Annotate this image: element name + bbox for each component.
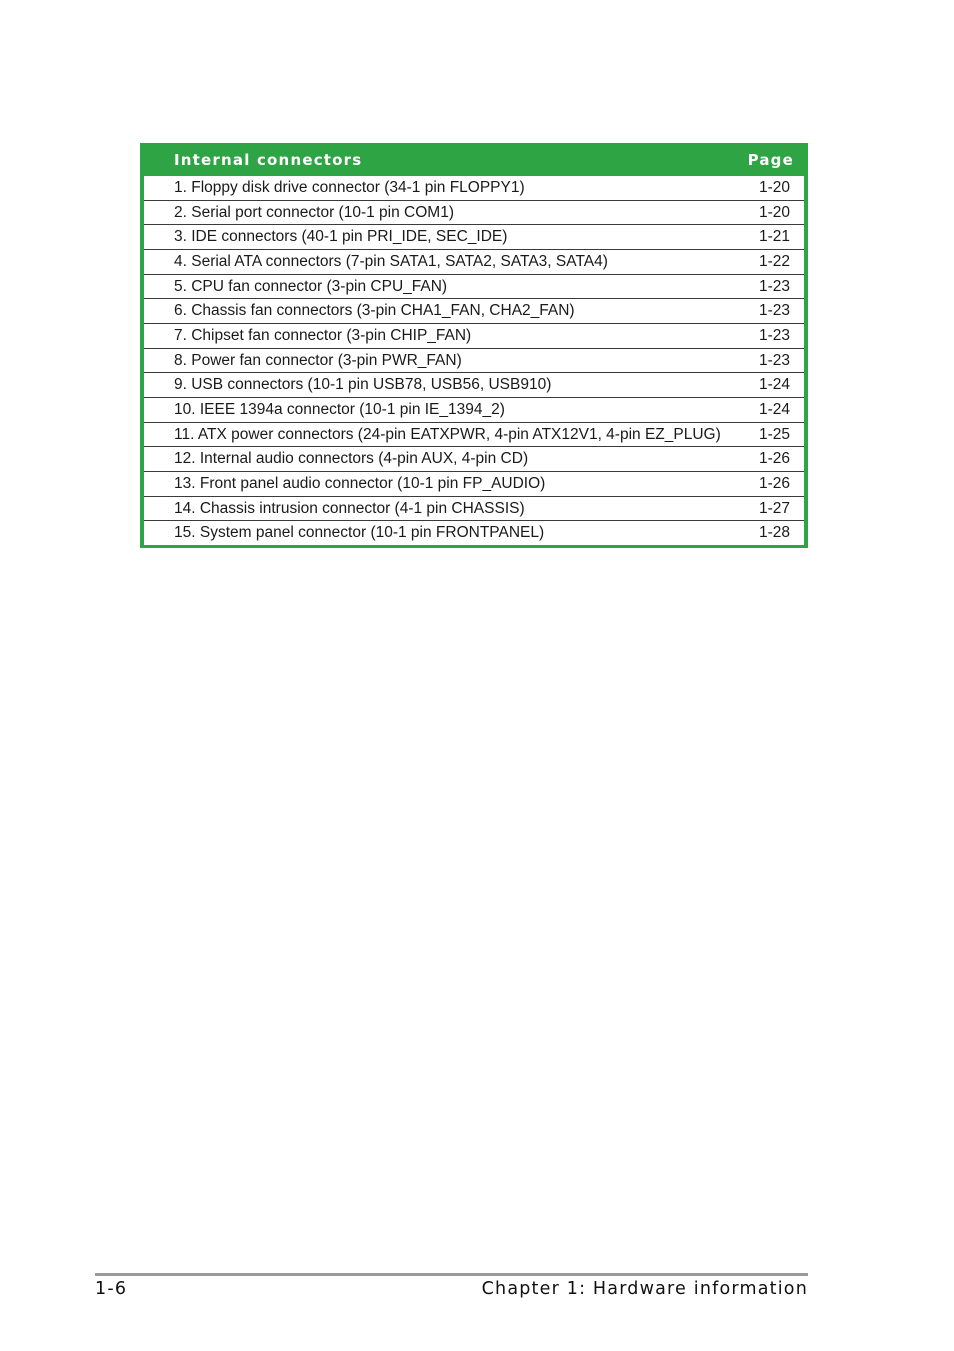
table-header	[144, 143, 804, 176]
row-label: 9. USB connectors (10-1 pin USB78, USB56, USB910)	[174, 376, 552, 394]
connectors-table	[140, 143, 808, 548]
table-row	[144, 423, 804, 448]
row-page: 1-23	[758, 302, 790, 320]
table-row	[144, 225, 804, 250]
row-page: 1-25	[758, 425, 790, 443]
row-label: 1. Floppy disk drive connector (34-1 pin FLOPPY1)	[174, 178, 525, 196]
row-page: 1-26	[758, 474, 790, 492]
row-page: 1-20	[758, 178, 790, 196]
row-page: 1-20	[758, 203, 790, 221]
row-page: 1-28	[758, 524, 790, 542]
row-label: 14. Chassis intrusion connector (4-1 pin CHASSIS)	[174, 499, 525, 517]
row-label: 10. IEEE 1394a connector (10-1 pin IE_1394_2)	[174, 400, 505, 418]
row-page: 1-23	[758, 351, 790, 369]
row-label: 6. Chassis fan connectors (3-pin CHA1_FAN, CHA2_FAN)	[174, 302, 575, 320]
row-label: 3. IDE connectors (40-1 pin PRI_IDE, SEC_IDE)	[174, 228, 508, 246]
table-row	[144, 447, 804, 472]
header-title: Internal connectors	[174, 150, 363, 169]
row-page: 1-23	[758, 277, 790, 295]
header-page: Page	[747, 150, 794, 169]
row-label: 12. Internal audio connectors (4-pin AUX, 4-pin CD)	[174, 450, 529, 468]
table-row	[144, 497, 804, 522]
page-footer	[95, 1279, 808, 1299]
footer-chapter-title: Chapter 1: Hardware information	[481, 1279, 808, 1299]
row-page: 1-27	[758, 499, 790, 517]
table-row	[144, 176, 804, 201]
table-body	[144, 176, 804, 545]
row-page: 1-24	[758, 376, 790, 394]
row-label: 8. Power fan connector (3-pin PWR_FAN)	[174, 351, 462, 369]
table-row	[144, 299, 804, 324]
table-row	[144, 349, 804, 374]
row-label: 5. CPU fan connector (3-pin CPU_FAN)	[174, 277, 448, 295]
row-page: 1-23	[758, 326, 790, 344]
table-row	[144, 324, 804, 349]
table-row	[144, 201, 804, 226]
table-row	[144, 250, 804, 275]
table-row	[144, 373, 804, 398]
footer-divider	[95, 1273, 808, 1276]
row-label: 15. System panel connector (10-1 pin FRONTPANEL)	[174, 524, 545, 542]
table-row	[144, 275, 804, 300]
row-label: 7. Chipset fan connector (3-pin CHIP_FAN)	[174, 326, 472, 344]
row-label: 4. Serial ATA connectors (7-pin SATA1, SATA2, SATA3, SATA4)	[174, 252, 608, 270]
footer-page-number: 1-6	[95, 1279, 128, 1299]
row-page: 1-24	[758, 400, 790, 418]
row-label: 13. Front panel audio connector (10-1 pin FP_AUDIO)	[174, 474, 546, 492]
table-row	[144, 398, 804, 423]
table-row	[144, 521, 804, 545]
row-label: 2. Serial port connector (10-1 pin COM1)	[174, 203, 454, 221]
row-page: 1-21	[758, 228, 790, 246]
table-row	[144, 472, 804, 497]
row-label: 11. ATX power connectors (24-pin EATXPWR, 4-pin ATX12V1, 4-pin EZ_PLUG)	[174, 425, 721, 443]
row-page: 1-22	[758, 252, 790, 270]
row-page: 1-26	[758, 450, 790, 468]
